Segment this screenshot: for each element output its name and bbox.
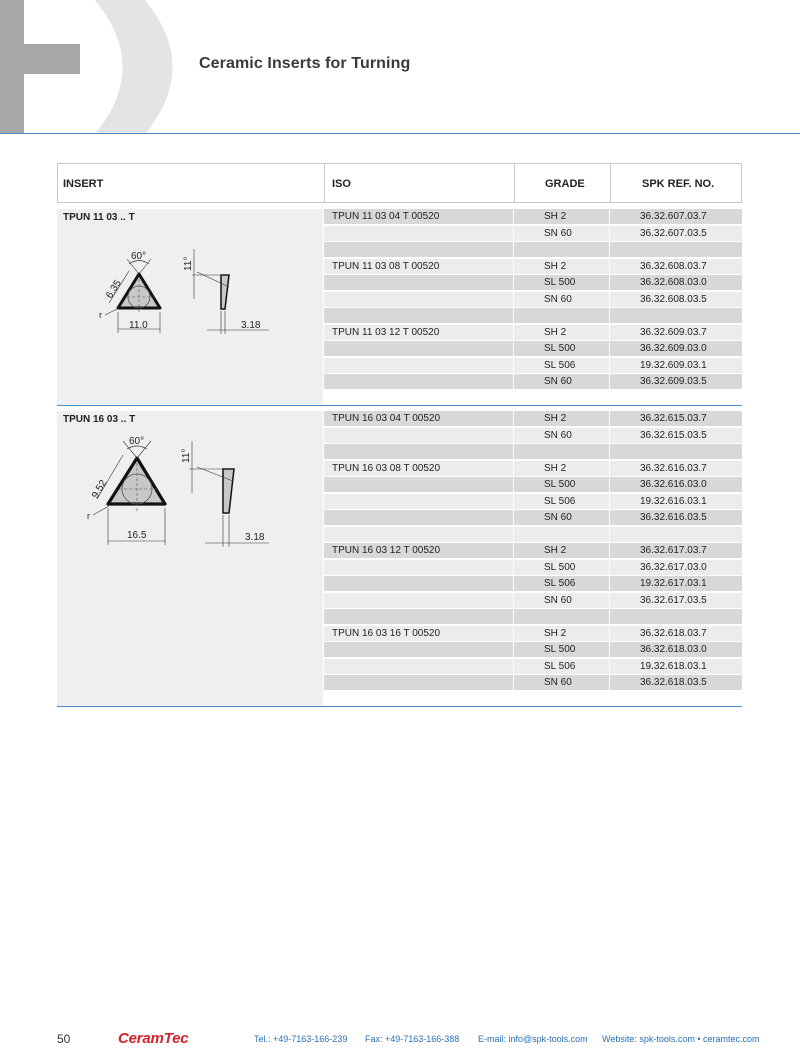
table-row: [324, 358, 742, 373]
grade-cell: [514, 527, 609, 542]
insert-panel: [57, 411, 323, 706]
insert-drawing: [57, 209, 323, 349]
grade-cell: SN 60: [514, 675, 609, 690]
insert-name: TPUN 16 03 .. T: [63, 414, 136, 425]
insert-section: [57, 209, 742, 405]
ref-no-cell: 19.32.618.03.1: [610, 659, 742, 674]
grade-cell: SH 2: [514, 325, 609, 340]
grade-cell: [514, 308, 609, 323]
dim-side: 9.52: [90, 478, 110, 501]
dim-angle: 60°: [129, 436, 145, 447]
iso-cell: [324, 527, 513, 542]
table-row: [324, 275, 742, 290]
table-row: [324, 494, 742, 509]
table-row: [324, 527, 742, 542]
iso-cell: [324, 428, 513, 443]
ref-no-cell: 19.32.617.03.1: [610, 576, 742, 591]
grade-cell: SL 506: [514, 494, 609, 509]
dim-relief: 11°: [183, 256, 194, 271]
iso-cell: [324, 510, 513, 525]
grade-cell: SH 2: [514, 411, 609, 426]
grade-cell: SH 2: [514, 209, 609, 224]
grade-cell: SL 500: [514, 560, 609, 575]
grade-cell: [514, 242, 609, 257]
table-row: [324, 477, 742, 492]
grade-cell: [514, 609, 609, 624]
table-row: [324, 593, 742, 608]
table-header: [57, 163, 742, 203]
iso-cell: TPUN 11 03 08 T 00520: [324, 259, 513, 274]
ref-no-cell: [610, 527, 742, 542]
table-row: [324, 609, 742, 624]
iso-cell: [324, 494, 513, 509]
header-divider: [0, 133, 800, 134]
ref-no-cell: 19.32.609.03.1: [610, 358, 742, 373]
ref-no-cell: 36.32.609.03.7: [610, 325, 742, 340]
ref-no-cell: 36.32.618.03.7: [610, 626, 742, 641]
ref-no-cell: 36.32.617.03.5: [610, 593, 742, 608]
iso-cell: [324, 659, 513, 674]
footer-fax: Fax: +49-7163-166-388: [365, 1034, 460, 1044]
ref-no-cell: 36.32.608.03.7: [610, 259, 742, 274]
table-row: [324, 428, 742, 443]
grade-cell: SL 500: [514, 341, 609, 356]
dim-side: 6.35: [104, 278, 124, 301]
grade-cell: SH 2: [514, 626, 609, 641]
grade-cell: SL 500: [514, 642, 609, 657]
header-separator: [514, 164, 515, 202]
iso-cell: [324, 358, 513, 373]
col-header-iso: ISO: [332, 178, 351, 190]
insert-name: TPUN 11 03 .. T: [63, 212, 135, 223]
header-logo-graphic: [0, 0, 200, 134]
dim-radius: r: [87, 511, 90, 521]
iso-cell: [324, 675, 513, 690]
brand-logo: CeramTec: [118, 1030, 189, 1047]
table-row: [324, 560, 742, 575]
ref-no-cell: [610, 308, 742, 323]
dim-width: 11.0: [129, 320, 148, 331]
dim-relief: 11°: [181, 448, 192, 463]
grade-cell: SH 2: [514, 543, 609, 558]
insert-drawing: [57, 411, 323, 561]
iso-cell: TPUN 16 03 04 T 00520: [324, 411, 513, 426]
iso-cell: [324, 341, 513, 356]
ref-no-cell: 36.32.616.03.5: [610, 510, 742, 525]
table-row: [324, 626, 742, 641]
iso-cell: TPUN 11 03 12 T 00520: [324, 325, 513, 340]
col-header-ref: SPK REF. NO.: [642, 178, 715, 190]
grade-cell: SN 60: [514, 226, 609, 241]
ref-no-cell: 36.32.608.03.5: [610, 292, 742, 307]
table-row: [324, 659, 742, 674]
dim-thickness: 3.18: [245, 532, 265, 543]
ref-no-cell: [610, 444, 742, 459]
table-row: [324, 242, 742, 257]
dim-width: 16.5: [127, 530, 147, 541]
grade-cell: SL 506: [514, 358, 609, 373]
table-row: [324, 325, 742, 340]
table-row: [324, 308, 742, 323]
grade-cell: SL 500: [514, 275, 609, 290]
page-title: Ceramic Inserts for Turning: [199, 55, 411, 72]
iso-cell: [324, 226, 513, 241]
iso-cell: [324, 242, 513, 257]
iso-cell: [324, 275, 513, 290]
table-row: [324, 543, 742, 558]
grade-cell: SL 506: [514, 576, 609, 591]
grade-cell: SN 60: [514, 428, 609, 443]
iso-cell: [324, 292, 513, 307]
table-row: [324, 292, 742, 307]
ref-no-cell: [610, 609, 742, 624]
section-divider: [57, 706, 742, 707]
table-row: [324, 510, 742, 525]
ref-no-cell: 36.32.617.03.0: [610, 560, 742, 575]
ref-no-cell: 36.32.617.03.7: [610, 543, 742, 558]
table-row: [324, 576, 742, 591]
ref-no-cell: 36.32.618.03.0: [610, 642, 742, 657]
table-row: [324, 642, 742, 657]
table-row: [324, 374, 742, 389]
insert-panel: [57, 209, 323, 405]
page-number: 50: [57, 1032, 71, 1046]
footer-tel: Tel.: +49-7163-166-239: [254, 1034, 348, 1044]
iso-cell: [324, 642, 513, 657]
grade-cell: SN 60: [514, 374, 609, 389]
grade-cell: [514, 444, 609, 459]
ref-no-cell: 19.32.616.03.1: [610, 494, 742, 509]
triangle-insert-icon: [118, 274, 160, 314]
header-separator: [610, 164, 611, 202]
iso-cell: TPUN 11 03 04 T 00520: [324, 209, 513, 224]
grade-cell: SL 506: [514, 659, 609, 674]
footer-email[interactable]: E-mail: info@spk-tools.com: [478, 1034, 588, 1044]
iso-cell: [324, 374, 513, 389]
table-row: [324, 411, 742, 426]
footer-website[interactable]: Website: spk-tools.com • ceramtec.com: [602, 1034, 760, 1044]
insert-section: [57, 411, 742, 706]
iso-cell: [324, 593, 513, 608]
section-divider: [57, 405, 742, 406]
ref-no-cell: 36.32.616.03.0: [610, 477, 742, 492]
ref-no-cell: 36.32.609.03.5: [610, 374, 742, 389]
table-row: [324, 341, 742, 356]
iso-cell: TPUN 16 03 12 T 00520: [324, 543, 513, 558]
ref-no-cell: 36.32.615.03.5: [610, 428, 742, 443]
ref-no-cell: 36.32.616.03.7: [610, 461, 742, 476]
header-separator: [324, 164, 325, 202]
table-row: [324, 444, 742, 459]
insert-side-view-icon: [221, 275, 229, 309]
ref-no-cell: 36.32.607.03.5: [610, 226, 742, 241]
iso-cell: TPUN 16 03 16 T 00520: [324, 626, 513, 641]
table-row: [324, 461, 742, 476]
iso-cell: [324, 609, 513, 624]
grade-cell: SN 60: [514, 510, 609, 525]
table-row: [324, 209, 742, 224]
col-header-insert: INSERT: [63, 178, 104, 190]
ref-no-cell: [610, 242, 742, 257]
iso-cell: TPUN 16 03 08 T 00520: [324, 461, 513, 476]
grade-cell: SN 60: [514, 593, 609, 608]
iso-cell: [324, 560, 513, 575]
insert-side-view-icon: [223, 469, 234, 513]
table-row: [324, 675, 742, 690]
ref-no-cell: 36.32.608.03.0: [610, 275, 742, 290]
iso-cell: [324, 308, 513, 323]
grade-cell: SH 2: [514, 461, 609, 476]
dim-angle: 60°: [131, 251, 147, 262]
col-header-grade: GRADE: [545, 178, 585, 190]
grade-cell: SN 60: [514, 292, 609, 307]
iso-cell: [324, 477, 513, 492]
table-row: [324, 259, 742, 274]
ref-no-cell: 36.32.607.03.7: [610, 209, 742, 224]
grade-cell: SH 2: [514, 259, 609, 274]
ref-no-cell: 36.32.609.03.0: [610, 341, 742, 356]
iso-cell: [324, 444, 513, 459]
ref-no-cell: 36.32.618.03.5: [610, 675, 742, 690]
dim-thickness: 3.18: [241, 320, 261, 331]
grade-cell: SL 500: [514, 477, 609, 492]
dim-radius: r: [99, 310, 102, 320]
ref-no-cell: 36.32.615.03.7: [610, 411, 742, 426]
iso-cell: [324, 576, 513, 591]
table-row: [324, 226, 742, 241]
